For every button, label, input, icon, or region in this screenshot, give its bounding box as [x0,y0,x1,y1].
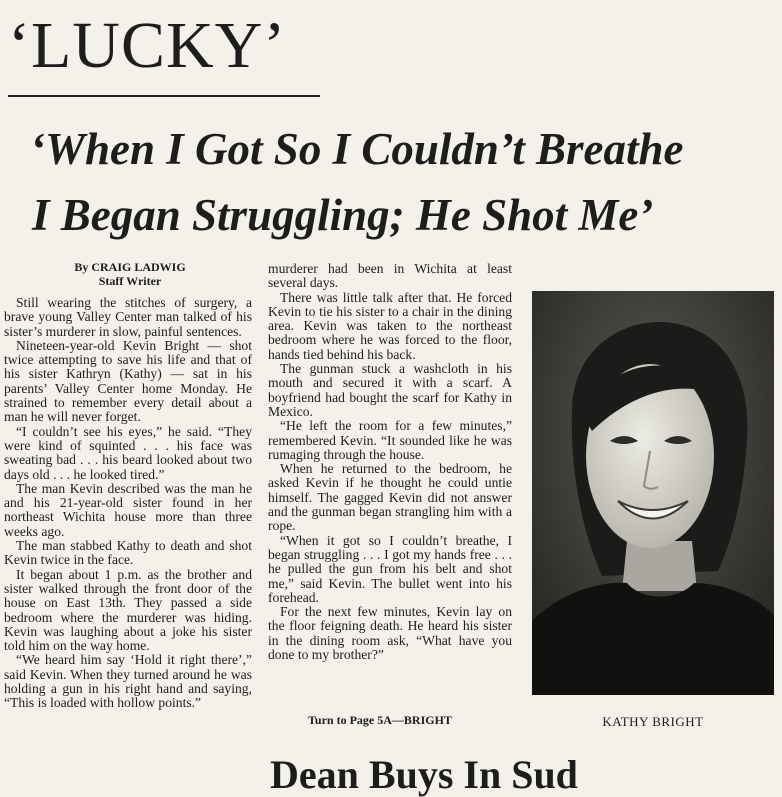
jump-line: Turn to Page 5A—BRIGHT [308,713,452,727]
paragraph: “He left the room for a few minutes,” remembered Kevin. “It sounded like he was rumaging through the house. [268,418,512,462]
paragraph: “When it got so I couldn’t breathe, I began struggling . . . I got my hands free . . . he pulled the gun from his belt and shot me,” said Kevin. The bullet went into his forehead. [268,532,512,605]
kicker-headline: ‘LUCKY’ [8,9,287,82]
paragraph: “We heard him say ‘Hold it right there’,” said Kevin. When they turned around he was holding a gun in his right hand and saying, “This is loaded with hollow points.” [4,652,252,711]
paragraph: murderer had been in Wichita at least several days. [268,261,512,291]
paragraph: “I couldn’t see his eyes,” he said. “They were kind of squinted . . . his face was sweating bad . . . his beard looked about two days old . . . he looked tired.” [4,423,252,482]
byline-role: Staff Writer [98,274,162,288]
paragraph: The man Kevin described was the man he and his 21-year-old sister found in her northeast Wichita house more than three weeks ago. [4,480,252,539]
paragraph: The man stabbed Kathy to death and shot Kevin twice in the face. [4,538,252,568]
byline-author: By CRAIG LADWIG [74,260,186,274]
headline-line-1: ‘When I Got So I Couldn’t Breathe [30,124,684,174]
portrait-photo [532,291,774,695]
paragraph: It began about 1 p.m. as the brother and sister walked through the front door of the house on East 13th. They passed a side bedroom where the murderer was hiding. Kevin was laughing about a joke his sister told him on the way home. [4,566,252,654]
photo-caption: KATHY BRIGHT [602,714,704,729]
article-column-1 [4,296,252,711]
paragraph: For the next few minutes, Kevin lay on the floor feigning death. He heard his sister in the dining room ask, “What have you done to my brother?” [268,604,512,663]
paragraph: There was little talk after that. He forced Kevin to tie his sister to a chair in the dining area. Kevin was taken to the northeast bedroom where he was forced to the floor, hands tied behind his back. [268,289,512,362]
paragraph: The gunman stuck a washcloth in his mouth and secured it with a scarf. A boyfriend had bought the scarf for Kathy in Mexico. [268,361,512,419]
paragraph: Nineteen-year-old Kevin Bright — shot twice attempting to save his life and that of his sister Kathryn (Kathy) — sat in his parents’ Valley Center home Monday. He strained to remember every detail about a man he will never forget. [4,337,252,425]
portrait-illustration [532,291,774,695]
main-headline [30,116,770,248]
paragraph: When he returned to the bedroom, he asked Kevin if he thought he could untie himself. The gagged Kevin did not answer and the gunman began strangling him with a rope. [268,461,512,534]
article-column-2 [268,262,512,662]
kicker-underline [8,95,320,97]
byline [6,260,254,288]
paragraph: Still wearing the stitches of surgery, a brave young Valley Center man talked of his sister’s murderer in slow, painful sentences. [4,295,252,339]
headline-line-2: I Began Struggling; He Shot Me’ [32,190,654,240]
next-story-headline: Dean Buys In Sud [270,752,578,797]
